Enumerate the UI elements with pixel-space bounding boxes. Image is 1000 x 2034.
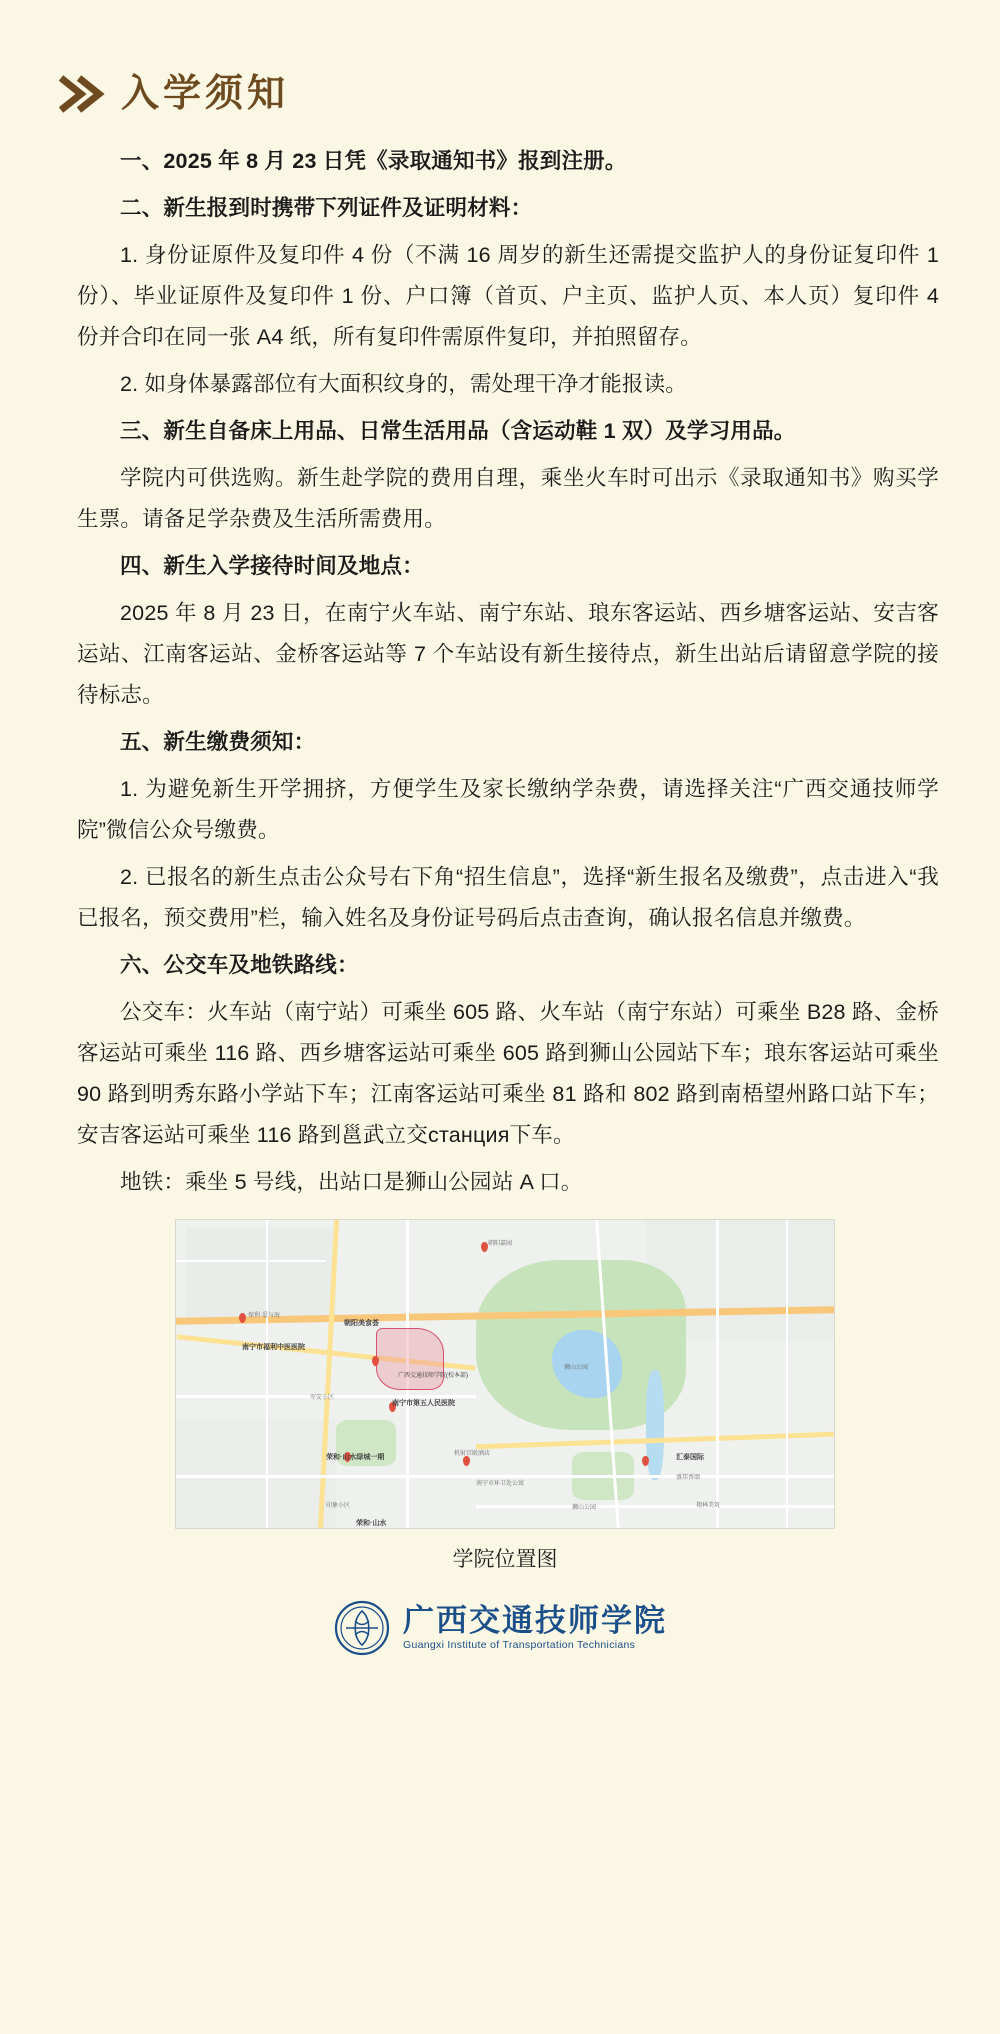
double-chevron-right-icon (55, 68, 107, 120)
institute-logo (55, 1599, 945, 1657)
map-label: 南宁市环卫处公寓 (476, 1481, 525, 1487)
section-heading-6: 六、公交车及地铁路线： (120, 953, 359, 977)
section-heading-3: 三、新生自备床上用品、日常生活用品（含运动鞋 1 双）及学习用品。 (120, 419, 796, 443)
map-label: 朝阳美食荟 (344, 1320, 379, 1327)
map-label: 狮山公园 (564, 1365, 589, 1371)
map-label: 荣和·山水绿城一期 (326, 1454, 385, 1461)
section-heading-4: 四、新生入学接待时间及地点： (120, 554, 424, 578)
map-label: 军安小区 (310, 1395, 335, 1401)
map-label: 南宁市福利中医医院 (242, 1344, 305, 1351)
section-4-paragraph-1: 2025 年 8 月 23 日，在南宁火车站、南宁东站、琅东客运站、西乡塘客运站、安吉客运站、江南客运站、金桥客运站等 7 个车站设有新生接待点，新生出站后请留意学院的接待标志。 (77, 601, 939, 707)
section-6-paragraph-2: 地铁：乘坐 5 号线，出站口是狮山公园站 A 口。 (120, 1170, 583, 1194)
section-2-paragraph-1: 1. 身份证原件及复印件 4 份（不满 16 周岁的新生还需提交监护人的身份证复印件 1 份）、毕业证原件及复印件 1 份、户口簿（首页、户主页、监护人页、本人页）复印件 4 份并合印在同一张 A4 纸，所有复印件需原件复印，并拍照留存。 (77, 243, 939, 349)
section-6-paragraph-1: 公交车：火车站（南宁站）可乘坐 605 路、火车站（南宁东站）可乘坐 B28 路、金桥客运站可乘坐 116 路、西乡塘客运站可乘坐 605 路到狮山公园站下车；琅东客运站可乘坐 90 路到明秀东路小学站下车；江南客运站可乘坐 81 路和 802 路到南梧望州路口站下车；安吉客运站可乘坐 116 路到邕武立交станция下车。 (77, 1000, 939, 1147)
map-label: 机射宫殿酒店 (454, 1451, 491, 1457)
map-label: 朝阳嘉园 (488, 1241, 513, 1247)
map-label: 盛邦香颂 (676, 1475, 701, 1481)
page-header (55, 0, 945, 117)
institute-name-cn: 广西交通技师学院 (403, 1603, 667, 1639)
section-heading-5: 五、新生缴费须知： (120, 730, 316, 754)
document-body (55, 141, 945, 1203)
section-heading-2: 二、新生报到时携带下列证件及证明材料： (120, 196, 533, 220)
map-label: 汇泰国际 (676, 1454, 704, 1461)
location-map[interactable] (175, 1219, 835, 1529)
map-label: 南宁市第五人民医院 (392, 1400, 455, 1407)
page-title: 入学须知 (121, 70, 290, 115)
map-label: 保利·爱与海 (248, 1313, 280, 1319)
map-container (55, 1219, 945, 1573)
map-campus-label: 广西交通技师学院(校本部) (398, 1373, 468, 1379)
section-5-paragraph-1: 1. 为避免新生开学拥挤，方便学生及家长缴纳学杂费，请选择关注“广西交通技师学院”微信公众号缴费。 (77, 777, 939, 842)
map-label: 印象小区 (326, 1503, 351, 1509)
section-heading-1: 一、2025 年 8 月 23 日凭《录取通知书》报到注册。 (120, 149, 627, 173)
map-caption: 学院位置图 (452, 1548, 558, 1571)
section-2-paragraph-2: 2. 如身体暴露部位有大面积纹身的，需处理干净才能报读。 (120, 372, 688, 396)
institute-emblem-icon (333, 1599, 391, 1657)
institute-name-en: Guangxi Institute of Transportation Technicians (403, 1639, 636, 1651)
map-label: 翔林美筑 (696, 1503, 721, 1509)
map-label: 荣和·山水 (356, 1520, 387, 1527)
section-3-paragraph-1: 学院内可供选购。新生赴学院的费用自理，乘坐火车时可出示《录取通知书》购买学生票。请备足学杂费及生活所需费用。 (77, 466, 939, 531)
section-5-paragraph-2: 2. 已报名的新生点击公众号右下角“招生信息”，选择“新生报名及缴费”，点击进入“我已报名，预交费用”栏，输入姓名及身份证号码后点击查询，确认报名信息并缴费。 (77, 865, 939, 930)
map-label: 狮山公园 (572, 1505, 597, 1511)
